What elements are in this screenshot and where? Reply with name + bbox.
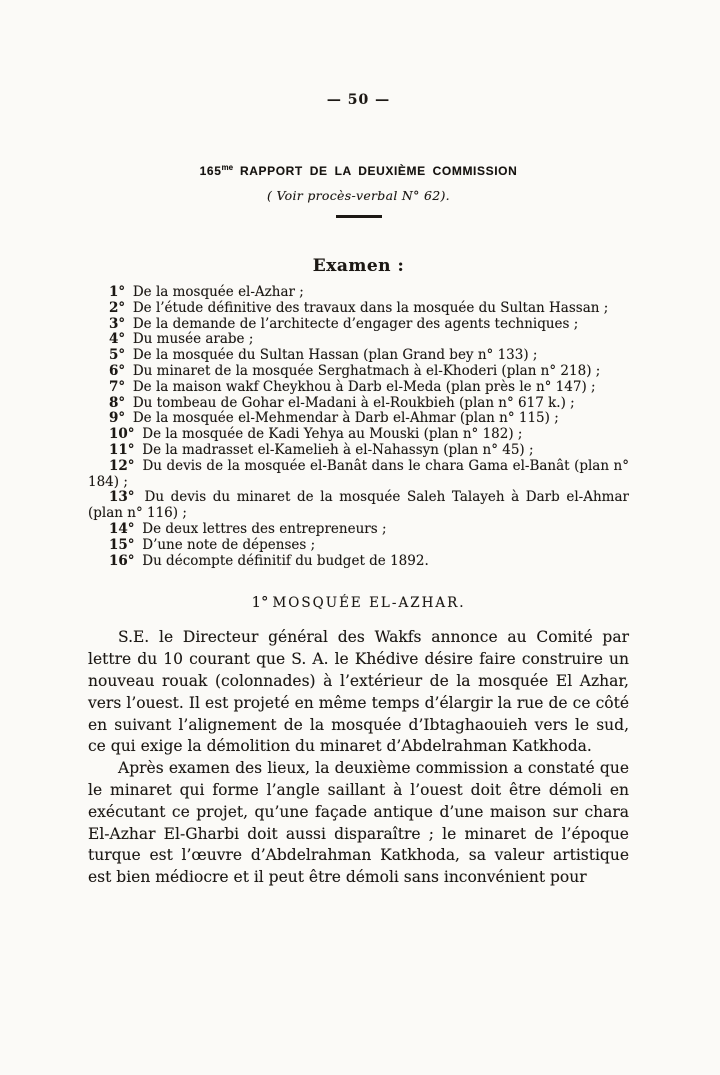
section-title: MOSQUÉE EL-AZHAR. — [272, 595, 466, 612]
examen-item-number: 14° — [109, 520, 140, 537]
examen-item-text: Du devis de la mosquée el-Banât dans le chara Gama el-Banât (plan n° 184) ; — [88, 457, 629, 490]
examen-item-text: Du minaret de la mosquée Serghatmach à el-Khoderi (plan n° 218) ; — [132, 362, 601, 379]
report-title-text: RAPPORT DE LA DEUXIÈME COMMISSION — [233, 164, 518, 178]
examen-item-number: 4° — [109, 331, 130, 348]
body-paragraphs — [88, 627, 629, 889]
examen-item-text: Du décompte définitif du budget de 1892. — [142, 552, 429, 569]
examen-item-number: 16° — [109, 552, 140, 569]
examen-item-text: Du tombeau de Gohar el-Madani à el-Roukbieh (plan n° 617 k.) ; — [132, 394, 575, 411]
examen-list-item — [88, 348, 629, 364]
examen-list-item — [88, 490, 629, 522]
examen-list-item — [88, 332, 629, 348]
report-number: 165 — [199, 164, 222, 178]
examen-list-item — [88, 427, 629, 443]
examen-list-item — [88, 301, 629, 317]
report-number-ordinal-suffix: me — [221, 163, 234, 172]
report-title — [88, 161, 629, 178]
examen-item-number: 2° — [109, 299, 130, 316]
examen-list-item — [88, 396, 629, 412]
examen-item-number: 10° — [109, 426, 140, 443]
examen-list-item — [88, 317, 629, 333]
examen-heading: Examen : — [312, 256, 405, 276]
examen-list-item — [88, 380, 629, 396]
examen-item-number: 11° — [109, 441, 140, 458]
section-number: 1° — [251, 593, 269, 612]
examen-item-number: 5° — [109, 347, 130, 364]
body-paragraph: S.E. le Directeur général des Wakfs annonce au Comité par lettre du 10 courant que S. A. le Khédive désire faire construire un nouveau rouak (colonnades) à l’extérieur de la mosquée El Azhar, vers l’ouest. Il est projeté en même temps d’élargir la rue de ce côté en suivant l’alignement de la mosquée d’Ibtaghaouieh vers le sud, ce qui exige la démolition du minaret d’Abdelrahman Katkhoda. — [88, 628, 629, 756]
examen-item-text: De l’étude définitive des travaux dans la mosquée du Sultan Hassan ; — [132, 299, 609, 316]
page-number: — 50 — — [326, 92, 391, 108]
examen-item-text: De la demande de l’architecte d’engager des agents techniques ; — [132, 315, 579, 332]
examen-item-text: Du musée arabe ; — [132, 331, 254, 348]
examen-item-number: 8° — [109, 394, 130, 411]
examen-item-number: 9° — [109, 410, 130, 427]
examen-list-item — [88, 364, 629, 380]
examen-item-text: Du devis du minaret de la mosquée Saleh Talayeh à Darb el-Ahmar (plan n° 116) ; — [88, 489, 629, 522]
examen-item-number: 6° — [109, 362, 130, 379]
examen-item-text: D’une note de dépenses ; — [142, 536, 316, 553]
examen-item-number: 13° — [109, 489, 142, 506]
examen-item-text: De la maison wakf Cheykhou à Darb el-Meda (plan près le n° 147) ; — [132, 378, 596, 395]
examen-list-item — [88, 538, 629, 554]
examen-list — [88, 285, 629, 569]
examen-item-number: 3° — [109, 315, 130, 332]
examen-list-item — [88, 522, 629, 538]
section-heading — [88, 593, 629, 612]
examen-item-number: 1° — [109, 284, 130, 300]
examen-list-item — [88, 285, 629, 301]
body-paragraph: Après examen des lieux, la deuxième commission a constaté que le minaret qui forme l’angle saillant à l’ouest doit être démoli en exécutant ce projet, qu’une façade antique d’une maison sur chara El-Azhar El-Gharbi doit aussi disparaître ; le minaret de l’époque turque est l’œuvre d’Abdelrahman Katkhoda, sa valeur artistique est bien médiocre et il peut être démoli sans inconvénient pour — [88, 759, 629, 887]
examen-item-text: De deux lettres des entrepreneurs ; — [142, 520, 387, 537]
examen-list-item — [88, 554, 629, 570]
examen-item-number: 12° — [109, 457, 140, 474]
examen-item-text: De la mosquée el-Mehmendar à Darb el-Ahmar (plan n° 115) ; — [132, 410, 559, 427]
examen-item-number: 15° — [109, 536, 140, 553]
divider-rule — [336, 215, 382, 218]
examen-list-item — [88, 459, 629, 491]
examen-item-text: De la madrasset el-Kamelieh à el-Nahassyn (plan n° 45) ; — [142, 441, 534, 458]
examen-list-item — [88, 443, 629, 459]
examen-item-number: 7° — [109, 378, 130, 395]
examen-item-text: De la mosquée du Sultan Hassan (plan Grand bey n° 133) ; — [132, 347, 538, 364]
examen-item-text: De la mosquée el-Azhar ; — [132, 284, 304, 300]
page-content — [88, 0, 629, 889]
report-subtitle: ( Voir procès-verbal N° 62). — [267, 188, 450, 203]
examen-item-text: De la mosquée de Kadi Yehya au Mouski (plan n° 182) ; — [142, 426, 523, 443]
examen-list-item — [88, 411, 629, 427]
